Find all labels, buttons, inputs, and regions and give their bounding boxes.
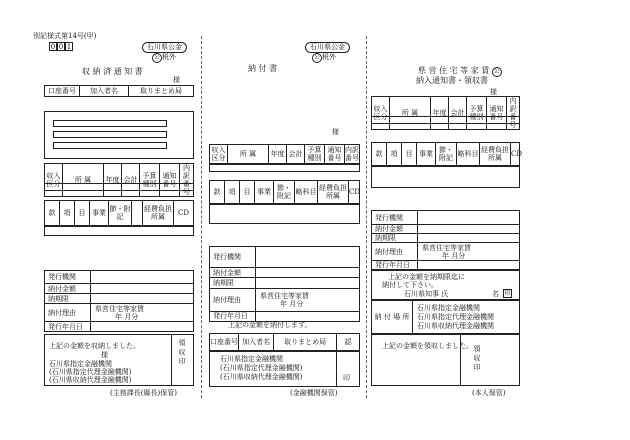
payment-request-box <box>371 270 520 300</box>
section-label: 節・附記 <box>436 143 457 166</box>
issue-date-label: 発行年月日 <box>45 322 91 332</box>
payment-reason-value: 県営住宅等家賃 <box>95 304 144 313</box>
tax-label: 公 税外 <box>313 53 336 61</box>
sama-label: 様 <box>490 88 497 96</box>
account-code-grid <box>209 180 360 204</box>
name-label: 名 <box>492 290 499 298</box>
moku-label: 目 <box>240 181 255 204</box>
expense-department-label: 経費負担所属 <box>480 143 511 166</box>
cut-line <box>366 36 367 398</box>
receipt-area <box>44 334 194 386</box>
kan-label: 款 <box>372 143 387 166</box>
circle-mark: 公 <box>313 54 320 61</box>
detail-number-label: 内訳番号 <box>180 164 194 197</box>
payment-info <box>209 246 360 322</box>
issue-date-label: 発行年月日 <box>210 311 256 321</box>
kan-label: 款 <box>45 201 60 226</box>
classification-values <box>371 116 520 124</box>
year-month-label: 年 月分 <box>280 299 304 308</box>
account-header <box>44 85 194 97</box>
department-label: 所 属 <box>228 145 269 164</box>
page-title: 収 納 済 通 知 書 <box>82 67 143 76</box>
payment-amount-label: 納付金額 <box>45 284 91 294</box>
subscriber-name-label: 加入者名 <box>239 334 274 351</box>
issuing-agency-label: 発行機関 <box>210 247 256 268</box>
kou-label: 項 <box>60 201 75 226</box>
account-code-values <box>209 204 360 224</box>
address-line <box>53 131 167 138</box>
issuer-stamp: 石川県公金 <box>305 42 350 53</box>
payment-place <box>371 300 520 334</box>
payment-reason-label: 納付理由 <box>372 243 418 261</box>
accounting-label: 会計 <box>122 164 140 197</box>
circle-mark: 公 <box>493 68 500 75</box>
classification-grid <box>371 96 520 130</box>
budget-type-label: 予算種別 <box>140 164 160 197</box>
section-label: 節・附記 <box>109 201 132 226</box>
designated-bank: 石川県指定金融機関 <box>220 355 283 363</box>
payment-deadline-label: 納期限 <box>45 294 91 304</box>
retention-note: (主務課長(縣長)保管) <box>110 389 177 397</box>
page-title: 納 付 書 <box>248 64 278 73</box>
classification-grid <box>44 163 194 197</box>
received-text: 上記の金額を収納しました。 <box>49 342 140 350</box>
classification-values <box>209 164 360 172</box>
payment-amount-label: 納付金額 <box>372 225 418 234</box>
seal-box: 印 <box>504 290 511 297</box>
sama-label: 様 <box>332 128 339 136</box>
payment-reason-label: 納付理由 <box>210 288 256 311</box>
issuer-stamp: 石川県公金 <box>142 42 187 53</box>
payment-deadline-label: 納期限 <box>210 278 256 288</box>
request-line-2: 納付して下さい。 <box>382 281 438 289</box>
designated-agent-bank: (石川県指定代理金融機関) <box>220 364 303 372</box>
department-label: 所 属 <box>390 97 431 130</box>
collection-agent-bank: (石川県収納代理金融機関) <box>220 373 303 381</box>
bank-stamp-label: 印 <box>343 374 350 382</box>
request-line-1: 上記の金額を納期限迄に <box>388 273 465 281</box>
payment-amount-label: 納付金額 <box>210 267 256 277</box>
moku-label: 目 <box>75 201 90 226</box>
fiscal-year-label: 年度 <box>104 164 122 197</box>
governor-name: 石川県知事 氏 <box>404 290 449 298</box>
account-code-values <box>371 166 520 188</box>
budget-type-label: 予算種別 <box>467 97 487 130</box>
page-title: 県 営 住 宅 等 家 賃 公 <box>418 66 500 75</box>
income-division-label: 収入区分 <box>45 164 63 197</box>
payment-info <box>44 270 194 332</box>
retention-note: (本人保管) <box>472 389 506 397</box>
account-code-grid <box>371 142 520 166</box>
account-code-grid <box>44 200 194 226</box>
receipt-stamp-label: 領 収 印 <box>178 339 186 365</box>
fiscal-year-label: 年度 <box>269 145 287 164</box>
expense-department-label: 経費負担所属 <box>318 181 349 204</box>
expense-department-label: 経費負担所属 <box>143 201 174 226</box>
receipt-area <box>371 334 520 386</box>
department-label: 所 属 <box>63 164 104 197</box>
notice-number-label: 通知番号 <box>487 97 507 130</box>
receipt-area <box>209 351 360 387</box>
income-division-label: 収入区分 <box>211 146 226 162</box>
subscriber-name-label: 加入者名 <box>80 86 129 97</box>
account-number-label: 口座番号 <box>45 86 80 97</box>
kan-label: 款 <box>210 181 225 204</box>
serial-digit: 0 <box>50 43 56 51</box>
section-label: 節・附記 <box>274 181 295 204</box>
collection-agent-bank: (石川県収納代理金融機関) <box>49 376 132 384</box>
account-header <box>209 333 360 351</box>
income-division-label: 収入区分 <box>372 97 390 130</box>
handling-office-label: 取りまとめ局 <box>274 334 337 351</box>
kou-label: 項 <box>387 143 402 166</box>
year-month-label: 年 月分 <box>442 251 466 260</box>
seal-label: 認 <box>337 334 360 351</box>
page-subtitle: 納入通知書・領収書 <box>416 76 488 85</box>
cd-label: CD <box>511 143 520 166</box>
tax-label: 公 税外 <box>153 53 176 61</box>
cd-label: CD <box>174 201 194 226</box>
designated-agent-bank: (石川県指定代理金融機関) <box>49 368 132 376</box>
abbreviated-item-label: 略科目 <box>457 143 480 166</box>
payment-deadline-label: 納期限 <box>372 234 418 243</box>
serial-digit: 0 <box>58 43 64 51</box>
classification-values <box>44 183 194 191</box>
received-text: 上記の金額を領収しました。 <box>382 342 473 350</box>
retention-note: (金融機関保管) <box>290 389 338 397</box>
issue-date-label: 発行年月日 <box>372 261 418 270</box>
account-code-values <box>44 226 194 236</box>
collection-agent-bank: 石川県収納代理金融機関 <box>417 321 494 330</box>
fiscal-year-label: 年度 <box>431 97 449 130</box>
address-line <box>53 142 167 149</box>
budget-type-label: 予算種別 <box>305 145 325 164</box>
circle-mark: 公 <box>153 54 160 61</box>
issuing-agency-label: 発行機関 <box>45 271 91 284</box>
payment-place-label: 納 付 場 所 <box>372 301 413 334</box>
detail-number-label: 内訳番号 <box>345 146 359 162</box>
paid-text: 上記の金額を納付します。 <box>228 321 312 329</box>
address-line <box>53 120 167 127</box>
notice-number-label: 通知番号 <box>325 145 345 164</box>
kou-label: 項 <box>225 181 240 204</box>
designated-bank: 石川県指定金融機関 <box>49 360 112 368</box>
designated-agent-bank: 石川県指定代理金融機関 <box>417 312 494 321</box>
account-number-label: 口座番号 <box>210 334 239 351</box>
serial-digit: 1 <box>66 43 72 51</box>
receipt-sama: 様 <box>101 351 108 359</box>
cut-line <box>201 36 202 398</box>
receipt-stamp-label: 領 収 印 <box>473 345 481 371</box>
payment-info <box>371 210 520 270</box>
project-label: 事業 <box>90 201 109 226</box>
classification-grid <box>209 144 360 164</box>
cd-label: CD <box>349 181 360 204</box>
abbreviated-item-label: 略科目 <box>295 181 318 204</box>
notice-number-label: 通知番号 <box>160 164 180 197</box>
payment-reason-value: 県営住宅等家賃 <box>260 291 309 300</box>
project-label: 事業 <box>255 181 274 204</box>
address-box <box>44 111 194 159</box>
accounting-label: 会計 <box>287 145 305 164</box>
project-label: 事業 <box>417 143 436 166</box>
accounting-label: 会計 <box>449 97 467 130</box>
moku-label: 目 <box>402 143 417 166</box>
detail-number-label: 内訳番号 <box>507 97 520 130</box>
sama-label: 様 <box>173 76 180 84</box>
payment-reason-label: 納付理由 <box>45 304 91 322</box>
payment-reason-value: 県営住宅等家賃 <box>422 243 471 252</box>
year-month-label: 年 月分 <box>115 312 139 321</box>
handling-office-label: 取りまとめ局 <box>129 86 194 97</box>
issuing-agency-label: 発行機関 <box>372 211 418 225</box>
designated-bank: 石川県指定金融機関 <box>417 303 480 312</box>
form-number: 別記様式第14号(甲) <box>33 32 97 40</box>
